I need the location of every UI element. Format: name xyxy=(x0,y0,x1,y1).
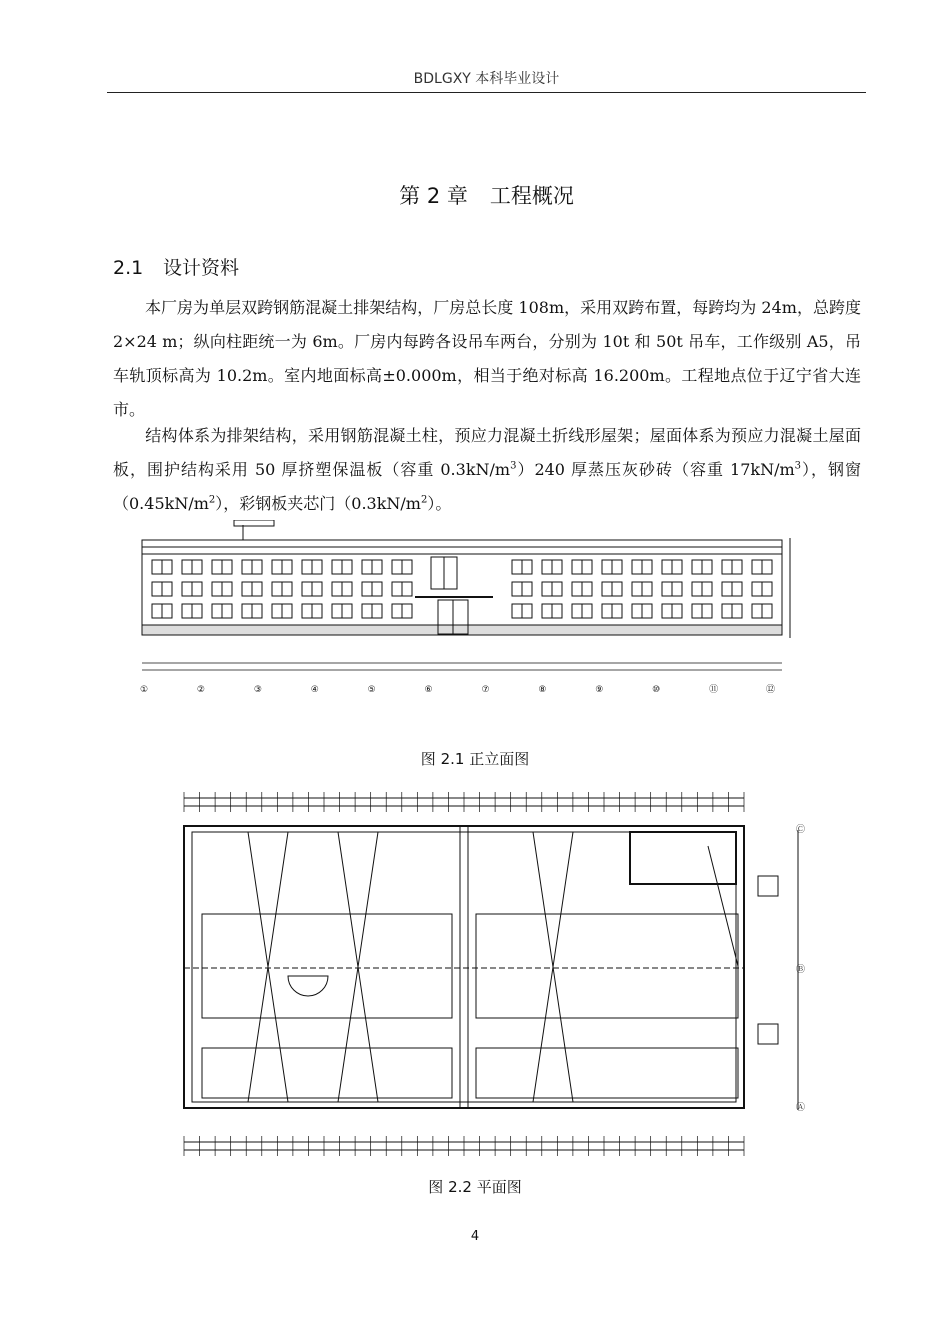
axis-label: ⑨ xyxy=(595,685,604,695)
section-number: 2.1 xyxy=(113,257,144,279)
axis-label: ③ xyxy=(253,685,262,695)
front-elevation-drawing xyxy=(138,520,818,716)
grid-label-c: Ⓒ xyxy=(796,825,806,835)
zone-right-lower xyxy=(476,1048,738,1098)
axis-label: ⑪ xyxy=(709,685,719,695)
figure-2-2-caption: 图 2.2 平面图 xyxy=(428,1178,522,1196)
section-title: 设计资料 xyxy=(163,257,240,279)
stair-lower xyxy=(758,1024,778,1044)
turn-area xyxy=(288,976,328,996)
stair-upper xyxy=(758,876,778,896)
page-number: 4 xyxy=(470,1229,480,1244)
paragraph-2-part-a: 结构体系为排架结构，采用钢筋混凝土柱，预应力混凝土折线形屋架；屋面体系为预应力混凝土屋面板，围护结构采用 50 厚挤塑保温板（容重 0.3kN/m xyxy=(113,426,861,479)
axis-label: ⑥ xyxy=(424,685,433,695)
paragraph-design-data xyxy=(113,291,861,427)
chapter-title: 工程概况 xyxy=(489,184,574,208)
zone-right-upper xyxy=(476,914,738,1018)
axis-label: ④ xyxy=(310,685,319,695)
paragraph-1-text: 本厂房为单层双跨钢筋混凝土排架结构，厂房总长度 108m，采用双跨布置，每跨均为 24m，总跨度 2×24 m；纵向柱距统一为 6m。厂房内每跨各设吊车两台，分别为 10t 和 50t 吊车，工作级别 A5，吊车轨顶标高为 10.2m。室内地面标高±0.000m，相当于绝对标高 16.200m。工程地点位于辽宁省大连市。 xyxy=(113,298,861,419)
chapter-number: 第 2 章 xyxy=(399,184,468,208)
superscript: 2 xyxy=(208,494,216,506)
section-heading xyxy=(113,253,239,280)
zone-left-upper xyxy=(202,914,452,1018)
grid-label-b: Ⓑ xyxy=(796,965,806,975)
figure-2-1-caption: 图 2.1 正立面图 xyxy=(420,750,530,768)
room-block xyxy=(630,832,736,884)
axis-label: ② xyxy=(196,685,205,695)
superscript: 3 xyxy=(510,460,517,472)
grid-label-a: Ⓐ xyxy=(796,1103,806,1113)
paragraph-2-part-d: ），彩钢板夹芯门（0.3kN/m xyxy=(215,494,421,513)
axis-label: ⑧ xyxy=(538,685,547,695)
chapter-heading xyxy=(107,180,866,210)
floor-plan-drawing xyxy=(178,786,818,1162)
entrance xyxy=(415,557,493,634)
paragraph-structure xyxy=(113,419,861,521)
axis-label: ⑩ xyxy=(652,685,661,695)
zone-left-lower xyxy=(202,1048,452,1098)
paragraph-2-part-b: ）240 厚蒸压灰砂砖（容重 17kN/m xyxy=(516,460,795,479)
axis-label: ⑫ xyxy=(766,685,776,695)
paragraph-2-part-c: ），钢窗（0.45kN/m xyxy=(113,460,861,513)
inner-outline xyxy=(192,832,736,1102)
superscript: 3 xyxy=(794,460,802,472)
paragraph-2-part-e: ）。 xyxy=(427,494,452,513)
axis-label: ⑦ xyxy=(481,685,490,695)
axis-label: ① xyxy=(140,685,149,695)
page-header: BDLGXY 本科毕业设计 xyxy=(413,71,560,87)
label-box xyxy=(234,520,274,526)
header-rule xyxy=(107,92,866,93)
superscript: 2 xyxy=(420,494,428,506)
axis-label: ⑤ xyxy=(367,685,376,695)
